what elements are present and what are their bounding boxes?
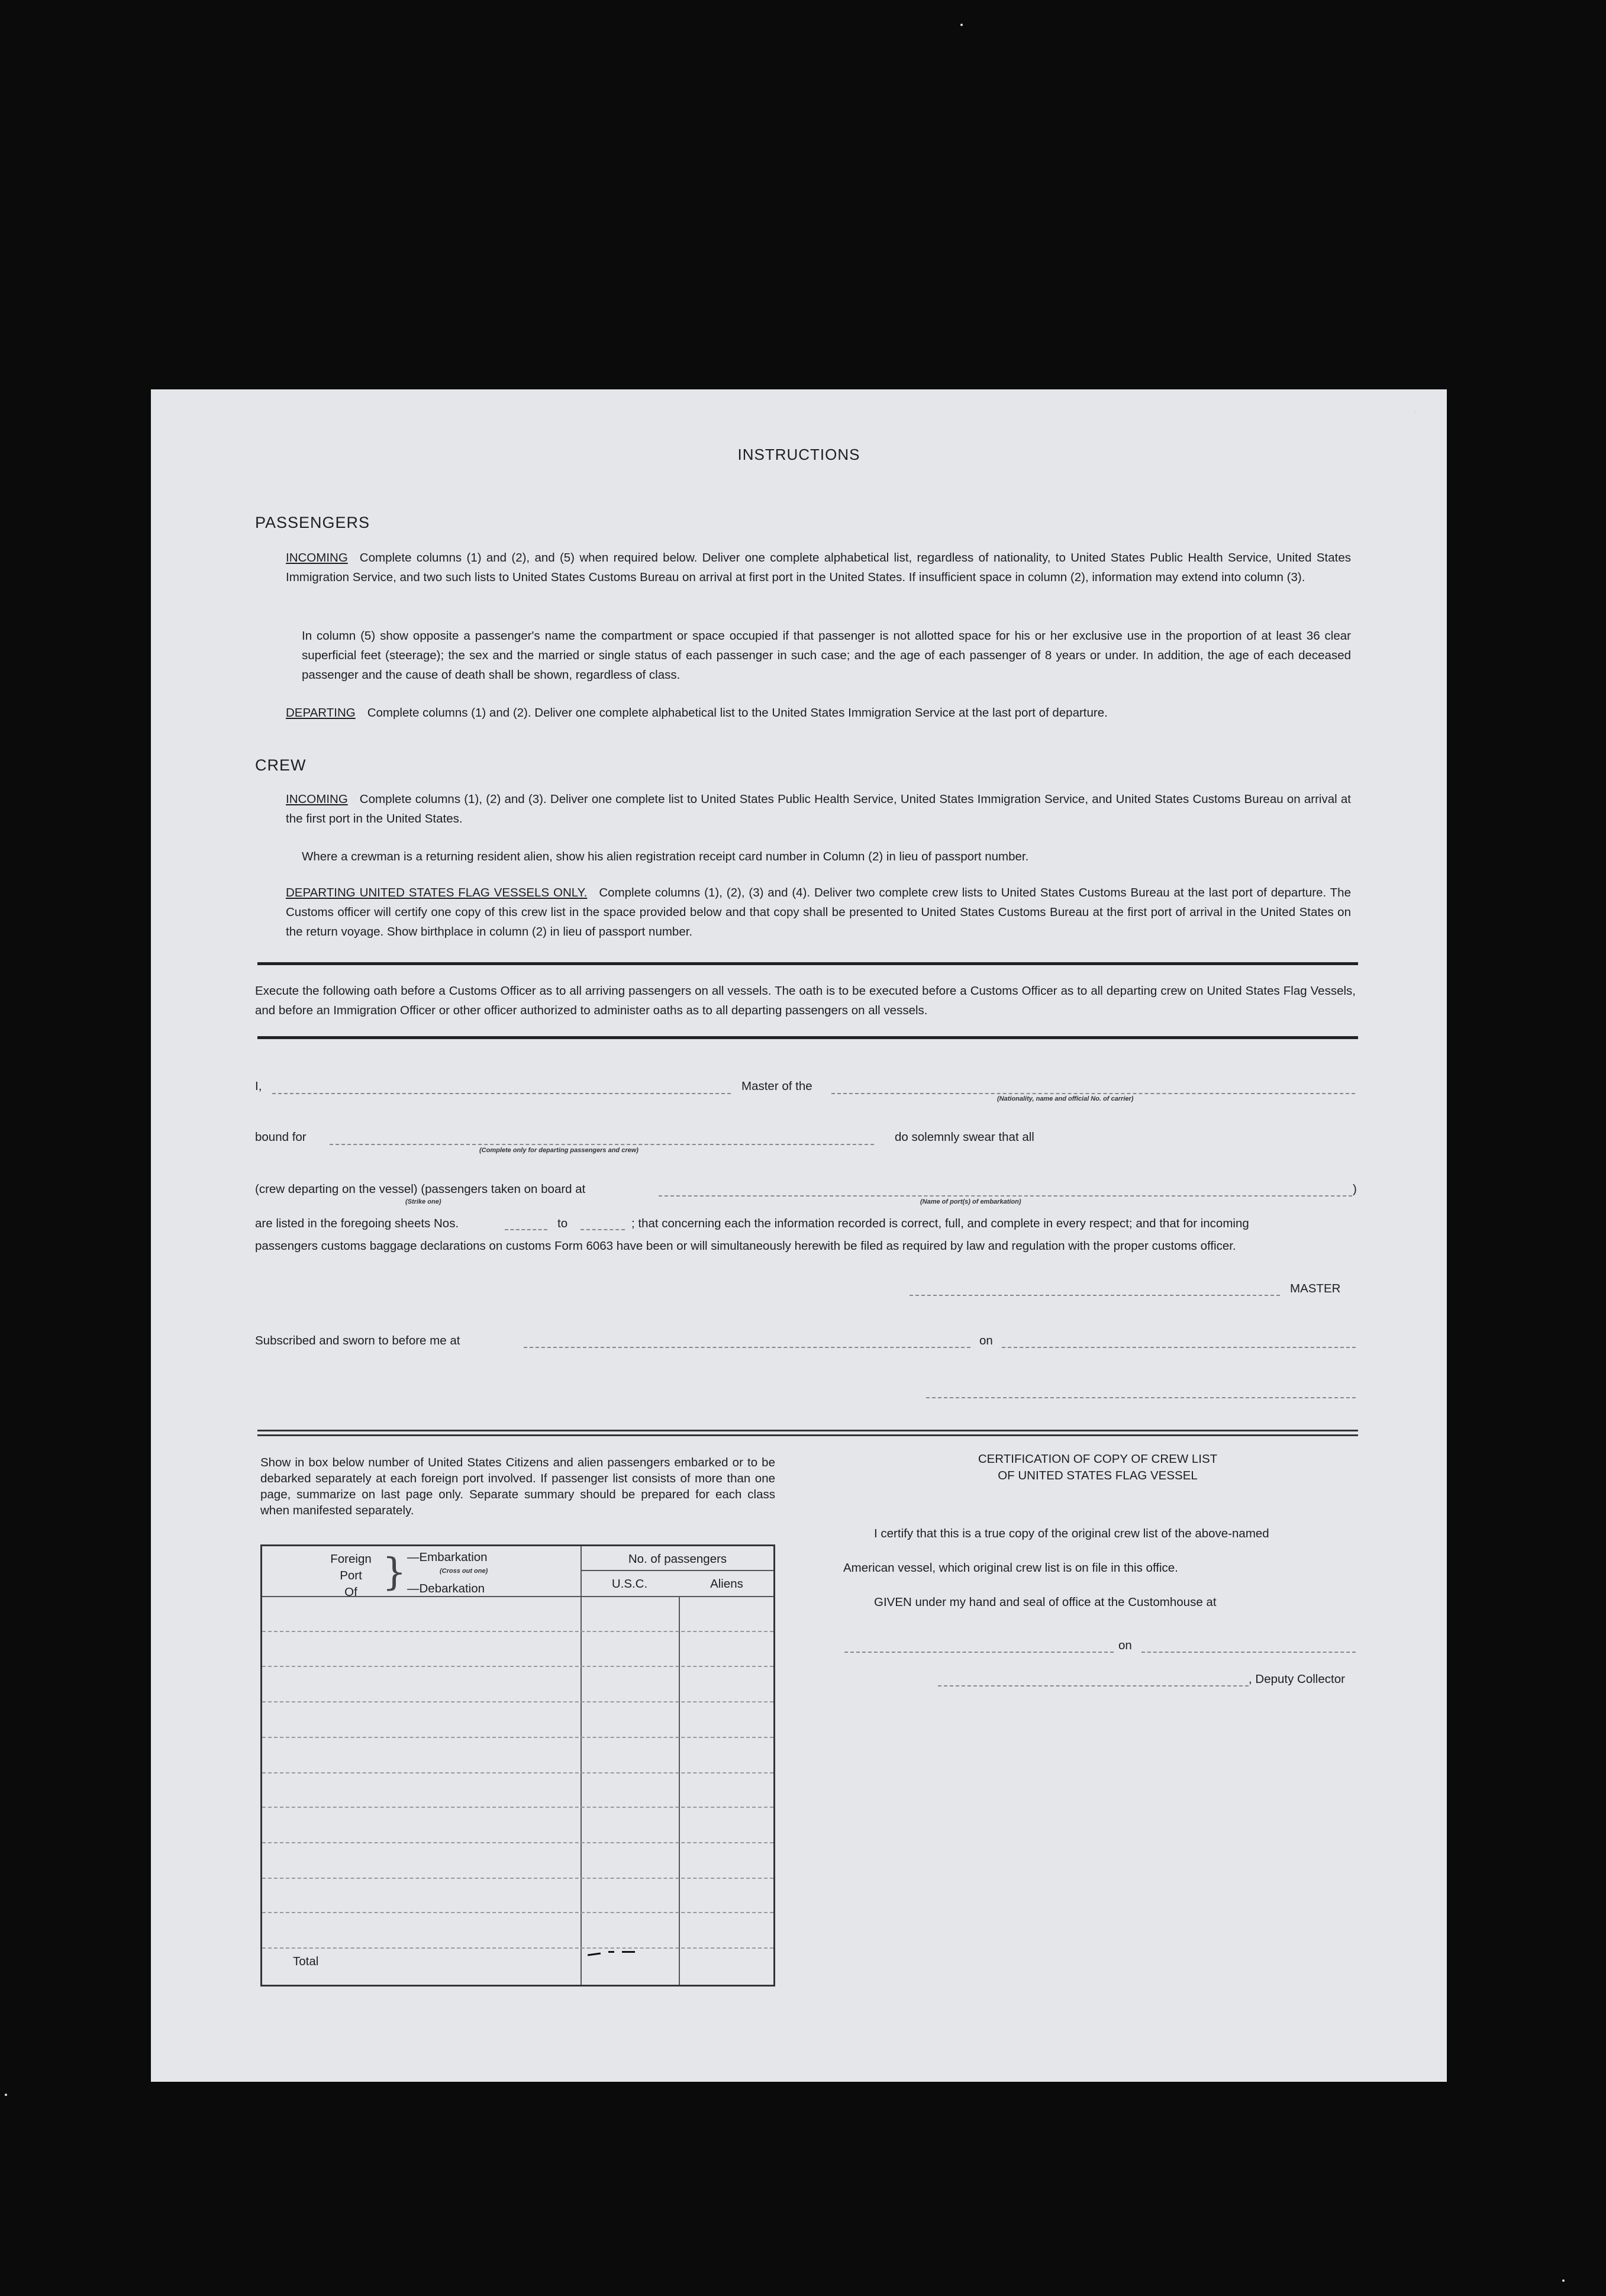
crew-resident-text: Where a crewman is a returning resident alien, show his alien registration receipt card number in Column (2) in lieu of passport number. xyxy=(302,850,1029,863)
scan-speck xyxy=(1414,411,1417,414)
of-label: Of xyxy=(344,1585,357,1599)
ports-note: (Name of port(s) of embarkation) xyxy=(920,1198,1021,1205)
crew-departing xyxy=(286,883,1351,941)
total-label: Total xyxy=(293,1955,319,1968)
crew-incoming-text: Complete columns (1), (2) and (3). Deliver one complete list to United States Public Health Service, United States Immigration Service, and United States Customs Bureau on arrival at the first port in the United States. xyxy=(286,792,1351,825)
passengers-departing-label: DEPARTING xyxy=(286,706,356,720)
certify-line-3: GIVEN under my hand and seal of office at the Customhouse at xyxy=(874,1595,1217,1609)
master-signature-field[interactable] xyxy=(910,1295,1280,1296)
crew-heading: CREW xyxy=(255,756,307,774)
aliens-header: Aliens xyxy=(710,1577,743,1591)
crew-departing-text: Complete columns (1), (2), (3) and (4). Deliver two complete crew lists to United States Customs Bureau at the last port of departure. The Customs officer will certify one copy of this crew list in the space provided below and that copy shall be presented to United States Customs Bureau at the first port of arrival in the United States on the return voyage. Show birthplace in column (2) in lieu of passport number. xyxy=(286,886,1351,939)
table-row[interactable] xyxy=(262,1772,773,1773)
table-row[interactable] xyxy=(262,1666,773,1667)
table-divider xyxy=(581,1546,582,1985)
complete-note: (Complete only for departing passengers and crew) xyxy=(479,1147,638,1154)
embarkation-option[interactable]: —Embarkation xyxy=(407,1550,488,1564)
sworn-date-field[interactable] xyxy=(1002,1347,1356,1348)
swear-label: do solemnly swear that all xyxy=(895,1130,1034,1144)
certify-line-1: I certify that this is a true copy of the original crew list of the above-named xyxy=(874,1527,1269,1540)
table-row[interactable] xyxy=(262,1912,773,1913)
debarkation-option[interactable]: —Debarkation xyxy=(407,1582,485,1595)
master-name-field[interactable] xyxy=(272,1093,731,1094)
certify-line-2: American vessel, which original crew list is on file in this office. xyxy=(843,1561,1178,1575)
passenger-summary-table xyxy=(260,1544,775,1987)
table-row[interactable] xyxy=(262,1701,773,1702)
listed-declaration: passengers customs baggage declarations on customs Form 6063 have been or will simultaneously herewith be filed as required by law and regulation with the proper customs officer. xyxy=(255,1239,1236,1253)
pen-mark xyxy=(608,1951,614,1953)
oath-i-label: I, xyxy=(255,1079,262,1093)
passengers-column5-text: In column (5) show opposite a passenger's name the compartment or space occupied if that passenger is not allotted space for his or her exclusive use in the proportion of at least 36 clear superficial feet (steerage); the sex and the married or single status of each passenger in such case; and the age of each passenger of 8 years or under. In addition, the age of each deceased passenger and the cause of death shall be shown, regardless of class. xyxy=(302,629,1351,682)
carrier-field[interactable] xyxy=(831,1093,1355,1094)
divider-rule xyxy=(257,1430,1358,1431)
sheet-from-field[interactable] xyxy=(505,1229,547,1230)
listed-label: are listed in the foregoing sheets Nos. xyxy=(255,1217,459,1230)
passengers-departing-text: Complete columns (1) and (2). Deliver one complete alphabetical list to the United States Immigration Service at the last port of departure. xyxy=(367,706,1108,720)
certification-subtitle: OF UNITED STATES FLAG VESSEL xyxy=(998,1469,1198,1482)
certify-on-label: on xyxy=(1118,1639,1132,1652)
sheet-to-field[interactable] xyxy=(581,1229,625,1230)
scan-speck xyxy=(5,2094,7,2096)
sworn-place-field[interactable] xyxy=(524,1347,970,1348)
cross-out-note: (Cross out one) xyxy=(440,1568,488,1575)
foreign-port-header xyxy=(321,1551,380,1601)
crew-departing-label: DEPARTING UNITED STATES FLAG VESSELS ONLY. xyxy=(286,886,588,899)
oath-instructions: Execute the following oath before a Customs Officer as to all arriving passengers on all vessels. The oath is to be executed before a Customs Officer as to all departing crew on United States Flag Vessels, and before an Immigration Officer or other officer authorized to administer oaths as to all departing passengers on all vessels. xyxy=(255,984,1356,1017)
subscribed-label: Subscribed and sworn to before me at xyxy=(255,1334,460,1347)
passengers-incoming-label: INCOMING xyxy=(286,551,348,565)
officer-signature-field[interactable] xyxy=(926,1397,1356,1398)
close-paren: ) xyxy=(1353,1182,1357,1196)
crew-incoming xyxy=(286,789,1351,828)
passengers-incoming xyxy=(286,548,1351,587)
master-label: MASTER xyxy=(1290,1282,1341,1295)
crew-incoming-label: INCOMING xyxy=(286,792,348,806)
table-divider xyxy=(679,1596,680,1985)
certify-date-field[interactable] xyxy=(1141,1652,1356,1653)
form-page xyxy=(151,389,1447,2082)
bound-for-label: bound for xyxy=(255,1130,307,1144)
nationality-note: (Nationality, name and official No. of carrier) xyxy=(997,1095,1134,1102)
table-row[interactable] xyxy=(262,1737,773,1738)
foreign-label: Foreign xyxy=(330,1552,372,1566)
customhouse-field[interactable] xyxy=(844,1652,1114,1653)
destination-field[interactable] xyxy=(330,1144,874,1145)
scan-speck xyxy=(960,24,963,26)
table-row[interactable] xyxy=(262,1807,773,1808)
strike-one-note: (Strike one) xyxy=(405,1198,441,1205)
no-passengers-header: No. of passengers xyxy=(628,1552,727,1566)
deputy-collector-label: , Deputy Collector xyxy=(1249,1672,1345,1686)
passengers-heading: PASSENGERS xyxy=(255,514,370,531)
table-row[interactable] xyxy=(262,1842,773,1843)
ports-embarkation-field[interactable] xyxy=(659,1195,1352,1197)
sworn-on-label: on xyxy=(979,1334,993,1347)
certification-title: CERTIFICATION OF COPY OF CREW LIST xyxy=(978,1452,1218,1466)
master-of-label: Master of the xyxy=(741,1079,812,1093)
brace-icon: } xyxy=(382,1550,407,1594)
passengers-departing xyxy=(286,703,1351,723)
divider-rule xyxy=(257,1036,1358,1039)
deputy-signature-field[interactable] xyxy=(938,1685,1249,1686)
divider-rule xyxy=(257,962,1358,965)
table-row[interactable] xyxy=(262,1947,773,1949)
passengers-incoming-text: Complete columns (1) and (2), and (5) when required below. Deliver one complete alphabetical list, regardless of nationality, to United States Public Health Service, United States Immigration Service, and two such lists to United States Customs Bureau on arrival at first port in the United States. If insufficient space in column (2), information may extend into column (3). xyxy=(286,551,1351,584)
summary-instructions: Show in box below number of United States Citizens and alien passengers embarked or to be debarked separately at each foreign port involved. If passenger list consists of more than one page, summarize on last page only. Separate summary should be prepared for each class when manifested separately. xyxy=(260,1456,775,1517)
table-row[interactable] xyxy=(262,1878,773,1879)
usc-header: U.S.C. xyxy=(611,1577,648,1591)
pen-mark xyxy=(588,1952,601,1956)
listed-continuation: ; that concerning each the information recorded is correct, full, and complete in every respect; and that for incoming xyxy=(631,1217,1249,1230)
pen-mark xyxy=(622,1951,635,1953)
port-label: Port xyxy=(340,1569,362,1582)
scan-speck xyxy=(1562,2279,1565,2282)
crew-departing-label: (crew departing on the vessel) (passengers taken on board at xyxy=(255,1182,586,1196)
table-divider xyxy=(581,1570,773,1571)
listed-to-label: to xyxy=(557,1217,568,1230)
table-row[interactable] xyxy=(262,1631,773,1632)
page-title: INSTRUCTIONS xyxy=(737,446,860,463)
divider-rule xyxy=(257,1434,1358,1436)
